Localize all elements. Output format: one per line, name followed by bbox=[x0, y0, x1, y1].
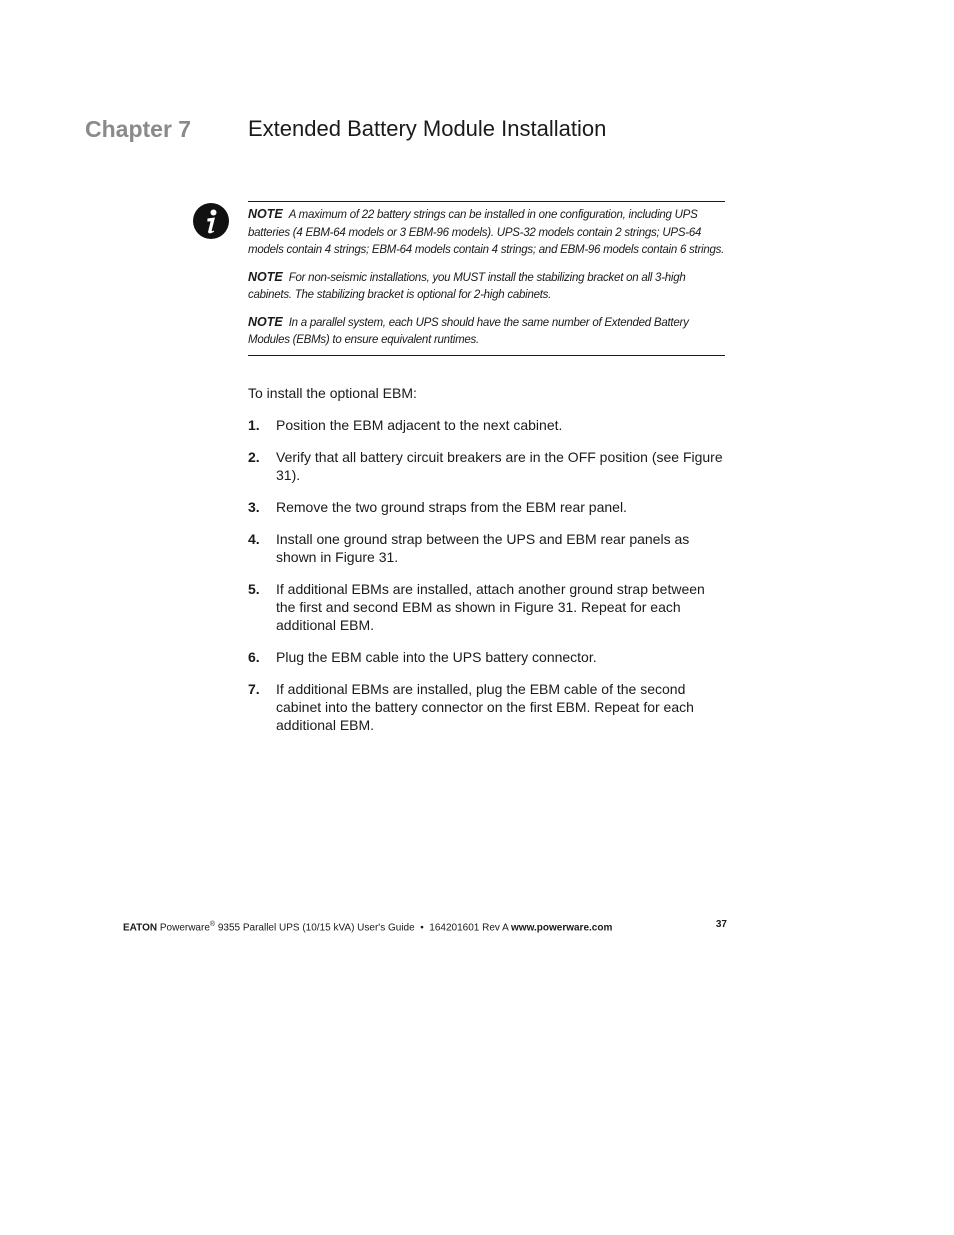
intro-text: To install the optional EBM: bbox=[248, 385, 417, 401]
step-text: If additional EBMs are installed, attach another ground strap between the first and second EBM as shown in Figure 31. Repeat for each additional EBM. bbox=[276, 581, 705, 633]
note-tag: NOTE bbox=[248, 269, 283, 284]
step-4 bbox=[248, 530, 728, 566]
step-number: 4. bbox=[248, 531, 260, 547]
step-text: Remove the two ground straps from the EBM rear panel. bbox=[276, 499, 627, 515]
note-2 bbox=[248, 269, 725, 305]
step-number: 2. bbox=[248, 449, 260, 465]
note-text: In a parallel system, each UPS should have the same number of Extended Battery Modules (EBMs) to ensure equivalent runtimes. bbox=[248, 316, 689, 346]
installation-steps bbox=[248, 416, 728, 748]
step-6 bbox=[248, 648, 728, 666]
step-text: Install one ground strap between the UPS and EBM rear panels as shown in Figure 31. bbox=[276, 531, 690, 565]
step-1 bbox=[248, 416, 728, 434]
notes-box bbox=[248, 201, 725, 356]
chapter-label: Chapter 7 bbox=[85, 116, 192, 142]
step-2 bbox=[248, 448, 728, 484]
footer-description: 9355 Parallel UPS (10/15 kVA) User's Guide • 164201601 Rev A bbox=[215, 922, 512, 934]
step-text: If additional EBMs are installed, plug the EBM cable of the second cabinet into the battery connector on the first EBM. Repeat for each additional EBM. bbox=[276, 681, 694, 733]
step-text: Position the EBM adjacent to the next cabinet. bbox=[276, 417, 563, 433]
footer-brand: EATON bbox=[123, 922, 158, 934]
footer-product: Powerware bbox=[159, 922, 210, 934]
step-number: 6. bbox=[248, 649, 260, 665]
note-text: For non-seismic installations, you MUST install the stabilizing bracket on all 3-high cabinets. The stabilizing bracket is optional for 2-high cabinets. bbox=[248, 271, 686, 301]
step-3 bbox=[248, 498, 728, 516]
step-number: 5. bbox=[248, 581, 260, 597]
page-number: 37 bbox=[715, 919, 727, 930]
step-text: Verify that all battery circuit breakers are in the OFF position (see Figure 31). bbox=[276, 449, 723, 483]
step-text: Plug the EBM cable into the UPS battery connector. bbox=[276, 649, 597, 665]
note-1 bbox=[248, 206, 725, 260]
page-footer bbox=[123, 918, 727, 935]
note-3 bbox=[248, 314, 725, 350]
step-number: 3. bbox=[248, 499, 260, 515]
note-tag: NOTE bbox=[248, 207, 283, 221]
footer-url: www.powerware.com bbox=[511, 922, 613, 934]
chapter-title: Extended Battery Module Installation bbox=[248, 116, 607, 141]
step-number: 7. bbox=[248, 681, 260, 697]
info-icon bbox=[193, 203, 229, 239]
note-tag: NOTE bbox=[248, 314, 283, 329]
registered-mark: ® bbox=[209, 921, 216, 928]
note-text: A maximum of 22 battery strings can be installed in one configuration, including UPS batteries (4 EBM-64 models or 3 EBM-96 models). UPS-32 models contain 2 strings; UPS-64 models contain 4 strings; EBM-64 models contain 4 strings; and EBM-96 models contain 6 strings. bbox=[248, 209, 725, 256]
step-5 bbox=[248, 580, 728, 634]
step-number: 1. bbox=[248, 417, 260, 433]
step-7 bbox=[248, 680, 728, 734]
